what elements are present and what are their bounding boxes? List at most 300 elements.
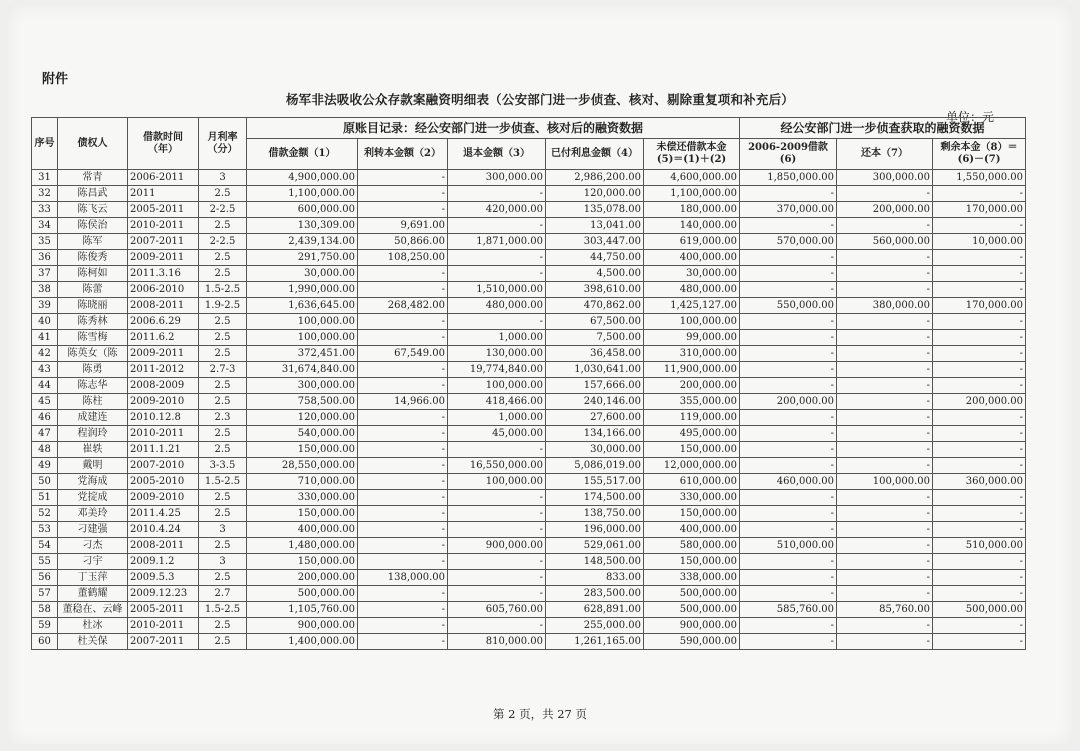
- loan-amount: 28,550,000.00: [247, 458, 358, 474]
- creditor-name: 陈晓丽: [58, 298, 128, 314]
- interest-paid: 4,500.00: [546, 266, 644, 282]
- creditor-name: 陈柱: [58, 394, 128, 410]
- monthly-rate: 2.5: [199, 266, 247, 282]
- remaining-principal: 200,000.00: [933, 394, 1026, 410]
- monthly-rate: 2.5: [199, 186, 247, 202]
- loan-period: 2006-2011: [128, 170, 199, 186]
- interest-paid: 157,666.00: [546, 378, 644, 394]
- interest-paid: 30,000.00: [546, 442, 644, 458]
- loans-2006-2009: -: [740, 442, 837, 458]
- interest-paid: 120,000.00: [546, 186, 644, 202]
- creditor-name: 陈侯治: [58, 218, 128, 234]
- repayment: 560,000.00: [837, 234, 933, 250]
- loans-2006-2009: -: [740, 314, 837, 330]
- interest-to-principal: -: [358, 442, 448, 458]
- row-seq: 47: [32, 426, 58, 442]
- table-row: [32, 282, 1026, 298]
- creditor-name: 杜冰: [58, 618, 128, 634]
- header-principal-refund: 退本金额（3）: [448, 139, 546, 170]
- interest-paid: 196,000.00: [546, 522, 644, 538]
- principal-refund: 420,000.00: [448, 202, 546, 218]
- loan-amount: 710,000.00: [247, 474, 358, 490]
- interest-to-principal: 9,691.00: [358, 218, 448, 234]
- monthly-rate: 1.5-2.5: [199, 474, 247, 490]
- principal-refund: -: [448, 522, 546, 538]
- table-row: [32, 426, 1026, 442]
- repayment: -: [837, 266, 933, 282]
- attachment-label: 附件: [42, 72, 69, 87]
- outstanding-principal: 355,000.00: [644, 394, 740, 410]
- loan-period: 2011-2012: [128, 362, 199, 378]
- loan-amount: 1,480,000.00: [247, 538, 358, 554]
- table-body: [32, 170, 1026, 650]
- loans-2006-2009: -: [740, 586, 837, 602]
- principal-refund: -: [448, 618, 546, 634]
- loan-amount: 200,000.00: [247, 570, 358, 586]
- outstanding-principal: 500,000.00: [644, 586, 740, 602]
- remaining-principal: -: [933, 314, 1026, 330]
- monthly-rate: 2.5: [199, 570, 247, 586]
- loan-period: 2010.12.8: [128, 410, 199, 426]
- monthly-rate: 2.5: [199, 442, 247, 458]
- row-seq: 37: [32, 266, 58, 282]
- loan-amount: 372,451.00: [247, 346, 358, 362]
- loan-period: 2011: [128, 186, 199, 202]
- row-seq: 36: [32, 250, 58, 266]
- loan-period: 2005-2010: [128, 474, 199, 490]
- table-row: [32, 506, 1026, 522]
- loan-amount: 291,750.00: [247, 250, 358, 266]
- interest-to-principal: -: [358, 522, 448, 538]
- outstanding-principal: 30,000.00: [644, 266, 740, 282]
- table-row: [32, 442, 1026, 458]
- loan-period: 2008-2011: [128, 298, 199, 314]
- principal-refund: 480,000.00: [448, 298, 546, 314]
- monthly-rate: 3-3.5: [199, 458, 247, 474]
- loan-amount: 300,000.00: [247, 378, 358, 394]
- remaining-principal: -: [933, 490, 1026, 506]
- row-seq: 35: [32, 234, 58, 250]
- remaining-principal: -: [933, 186, 1026, 202]
- row-seq: 52: [32, 506, 58, 522]
- loan-period: 2007-2011: [128, 234, 199, 250]
- remaining-principal: 500,000.00: [933, 602, 1026, 618]
- outstanding-principal: 500,000.00: [644, 602, 740, 618]
- loans-2006-2009: 1,850,000.00: [740, 170, 837, 186]
- outstanding-principal: 150,000.00: [644, 442, 740, 458]
- remaining-principal: 170,000.00: [933, 298, 1026, 314]
- principal-refund: 45,000.00: [448, 426, 546, 442]
- remaining-principal: -: [933, 266, 1026, 282]
- loan-amount: 600,000.00: [247, 202, 358, 218]
- outstanding-principal: 495,000.00: [644, 426, 740, 442]
- principal-refund: -: [448, 314, 546, 330]
- remaining-principal: 170,000.00: [933, 202, 1026, 218]
- monthly-rate: 2.5: [199, 634, 247, 650]
- repayment: -: [837, 282, 933, 298]
- interest-to-principal: -: [358, 634, 448, 650]
- creditor-name: 戴明: [58, 458, 128, 474]
- loan-period: 2009-2010: [128, 490, 199, 506]
- financing-table: [31, 117, 1026, 650]
- row-seq: 54: [32, 538, 58, 554]
- creditor-name: 杜关保: [58, 634, 128, 650]
- table-row: [32, 538, 1026, 554]
- outstanding-principal: 610,000.00: [644, 474, 740, 490]
- interest-to-principal: -: [358, 282, 448, 298]
- loans-2006-2009: -: [740, 570, 837, 586]
- table-row: [32, 602, 1026, 618]
- principal-refund: 100,000.00: [448, 378, 546, 394]
- monthly-rate: 2.5: [199, 490, 247, 506]
- loan-amount: 100,000.00: [247, 314, 358, 330]
- loan-amount: 330,000.00: [247, 490, 358, 506]
- remaining-principal: -: [933, 346, 1026, 362]
- interest-to-principal: 268,482.00: [358, 298, 448, 314]
- remaining-principal: -: [933, 442, 1026, 458]
- loan-period: 2006-2010: [128, 282, 199, 298]
- row-seq: 59: [32, 618, 58, 634]
- principal-refund: -: [448, 506, 546, 522]
- creditor-name: 党海成: [58, 474, 128, 490]
- loans-2006-2009: -: [740, 378, 837, 394]
- loan-amount: 758,500.00: [247, 394, 358, 410]
- repayment: -: [837, 634, 933, 650]
- header-repayment: 还本（7）: [837, 139, 933, 170]
- interest-paid: 7,500.00: [546, 330, 644, 346]
- principal-refund: -: [448, 250, 546, 266]
- row-seq: 51: [32, 490, 58, 506]
- row-seq: 33: [32, 202, 58, 218]
- loans-2006-2009: -: [740, 426, 837, 442]
- remaining-principal: -: [933, 634, 1026, 650]
- loan-period: 2011.6.2: [128, 330, 199, 346]
- interest-paid: 36,458.00: [546, 346, 644, 362]
- loans-2006-2009: -: [740, 634, 837, 650]
- remaining-principal: -: [933, 458, 1026, 474]
- loan-period: 2009-2011: [128, 346, 199, 362]
- outstanding-principal: 140,000.00: [644, 218, 740, 234]
- loan-amount: 540,000.00: [247, 426, 358, 442]
- interest-to-principal: -: [358, 602, 448, 618]
- interest-paid: 1,261,165.00: [546, 634, 644, 650]
- row-seq: 58: [32, 602, 58, 618]
- interest-to-principal: -: [358, 538, 448, 554]
- row-seq: 49: [32, 458, 58, 474]
- interest-paid: 529,061.00: [546, 538, 644, 554]
- table-row: [32, 410, 1026, 426]
- table-row: [32, 314, 1026, 330]
- repayment: -: [837, 426, 933, 442]
- principal-refund: 900,000.00: [448, 538, 546, 554]
- loan-amount: 150,000.00: [247, 506, 358, 522]
- loan-amount: 31,674,840.00: [247, 362, 358, 378]
- principal-refund: -: [448, 490, 546, 506]
- interest-to-principal: -: [358, 474, 448, 490]
- row-seq: 44: [32, 378, 58, 394]
- repayment: -: [837, 522, 933, 538]
- repayment: 100,000.00: [837, 474, 933, 490]
- monthly-rate: 2.5: [199, 506, 247, 522]
- principal-refund: -: [448, 570, 546, 586]
- table-row: [32, 618, 1026, 634]
- interest-to-principal: -: [358, 330, 448, 346]
- loan-period: 2008-2009: [128, 378, 199, 394]
- outstanding-principal: 590,000.00: [644, 634, 740, 650]
- loans-2006-2009: -: [740, 618, 837, 634]
- header-remaining-principal: 剩余本金（8）＝ (6)－(7): [933, 139, 1026, 170]
- interest-to-principal: -: [358, 314, 448, 330]
- remaining-principal: -: [933, 426, 1026, 442]
- row-seq: 46: [32, 410, 58, 426]
- loan-period: 2009.5.3: [128, 570, 199, 586]
- remaining-principal: -: [933, 282, 1026, 298]
- loan-period: 2010-2011: [128, 618, 199, 634]
- loans-2006-2009: 510,000.00: [740, 538, 837, 554]
- creditor-name: 陈柯如: [58, 266, 128, 282]
- outstanding-principal: 1,100,000.00: [644, 186, 740, 202]
- interest-paid: 240,146.00: [546, 394, 644, 410]
- interest-to-principal: -: [358, 266, 448, 282]
- remaining-principal: -: [933, 362, 1026, 378]
- row-seq: 53: [32, 522, 58, 538]
- repayment: -: [837, 458, 933, 474]
- row-seq: 39: [32, 298, 58, 314]
- loan-period: 2005-2011: [128, 202, 199, 218]
- monthly-rate: 2-2.5: [199, 202, 247, 218]
- monthly-rate: 2.5: [199, 394, 247, 410]
- loan-amount: 4,900,000.00: [247, 170, 358, 186]
- row-seq: 42: [32, 346, 58, 362]
- principal-refund: 130,000.00: [448, 346, 546, 362]
- interest-to-principal: -: [358, 618, 448, 634]
- outstanding-principal: 180,000.00: [644, 202, 740, 218]
- interest-paid: 134,166.00: [546, 426, 644, 442]
- repayment: -: [837, 618, 933, 634]
- loans-2006-2009: -: [740, 250, 837, 266]
- interest-paid: 44,750.00: [546, 250, 644, 266]
- principal-refund: 418,466.00: [448, 394, 546, 410]
- principal-refund: -: [448, 442, 546, 458]
- repayment: -: [837, 570, 933, 586]
- table-row: [32, 394, 1026, 410]
- loan-amount: 150,000.00: [247, 554, 358, 570]
- outstanding-principal: 310,000.00: [644, 346, 740, 362]
- interest-to-principal: -: [358, 458, 448, 474]
- remaining-principal: -: [933, 586, 1026, 602]
- header-outstanding-principal: 未偿还借款本金 (5)＝(1)＋(2): [644, 139, 740, 170]
- remaining-principal: -: [933, 378, 1026, 394]
- interest-to-principal: -: [358, 426, 448, 442]
- creditor-name: 常青: [58, 170, 128, 186]
- monthly-rate: 3: [199, 170, 247, 186]
- loans-2006-2009: -: [740, 282, 837, 298]
- interest-paid: 283,500.00: [546, 586, 644, 602]
- interest-paid: 255,000.00: [546, 618, 644, 634]
- remaining-principal: 360,000.00: [933, 474, 1026, 490]
- outstanding-principal: 338,000.00: [644, 570, 740, 586]
- monthly-rate: 2-2.5: [199, 234, 247, 250]
- loans-2006-2009: -: [740, 362, 837, 378]
- interest-to-principal: 14,966.00: [358, 394, 448, 410]
- creditor-name: 陈志华: [58, 378, 128, 394]
- outstanding-principal: 119,000.00: [644, 410, 740, 426]
- interest-paid: 2,986,200.00: [546, 170, 644, 186]
- loans-2006-2009: -: [740, 490, 837, 506]
- principal-refund: 1,510,000.00: [448, 282, 546, 298]
- loan-period: 2010-2011: [128, 218, 199, 234]
- header-rate: 月利率 （分）: [199, 118, 247, 170]
- table-row: [32, 586, 1026, 602]
- loan-amount: 150,000.00: [247, 442, 358, 458]
- creditor-name: 丁玉萍: [58, 570, 128, 586]
- principal-refund: 16,550,000.00: [448, 458, 546, 474]
- remaining-principal: -: [933, 618, 1026, 634]
- interest-paid: 5,086,019.00: [546, 458, 644, 474]
- outstanding-principal: 480,000.00: [644, 282, 740, 298]
- creditor-name: 陈英女（陈: [58, 346, 128, 362]
- header-group-original: 原账目记录：经公安部门进一步侦查、核对后的融资数据: [247, 118, 740, 139]
- remaining-principal: 1,550,000.00: [933, 170, 1026, 186]
- interest-paid: 27,600.00: [546, 410, 644, 426]
- loan-amount: 900,000.00: [247, 618, 358, 634]
- interest-to-principal: -: [358, 410, 448, 426]
- monthly-rate: 2.5: [199, 314, 247, 330]
- creditor-name: 陈俊秀: [58, 250, 128, 266]
- creditor-name: 陈昌武: [58, 186, 128, 202]
- monthly-rate: 2.5: [199, 618, 247, 634]
- creditor-name: 陈军: [58, 234, 128, 250]
- monthly-rate: 2.5: [199, 346, 247, 362]
- remaining-principal: -: [933, 570, 1026, 586]
- interest-to-principal: -: [358, 170, 448, 186]
- loans-2006-2009: 460,000.00: [740, 474, 837, 490]
- loan-period: 2009.12.23: [128, 586, 199, 602]
- monthly-rate: 1.5-2.5: [199, 602, 247, 618]
- loan-amount: 30,000.00: [247, 266, 358, 282]
- loan-amount: 500,000.00: [247, 586, 358, 602]
- repayment: -: [837, 490, 933, 506]
- unit-label: 单位：元: [945, 110, 994, 124]
- table-row: [32, 298, 1026, 314]
- outstanding-principal: 1,425,127.00: [644, 298, 740, 314]
- repayment: -: [837, 554, 933, 570]
- interest-paid: 628,891.00: [546, 602, 644, 618]
- loan-period: 2006.6.29: [128, 314, 199, 330]
- remaining-principal: -: [933, 218, 1026, 234]
- row-seq: 41: [32, 330, 58, 346]
- row-seq: 32: [32, 186, 58, 202]
- table-row: [32, 218, 1026, 234]
- interest-paid: 135,078.00: [546, 202, 644, 218]
- outstanding-principal: 99,000.00: [644, 330, 740, 346]
- loan-amount: 1,400,000.00: [247, 634, 358, 650]
- table-row: [32, 378, 1026, 394]
- outstanding-principal: 150,000.00: [644, 506, 740, 522]
- loan-amount: 1,990,000.00: [247, 282, 358, 298]
- loan-amount: 1,105,760.00: [247, 602, 358, 618]
- header-interest-paid: 已付利息金额（4）: [546, 139, 644, 170]
- principal-refund: -: [448, 266, 546, 282]
- monthly-rate: 2.5: [199, 426, 247, 442]
- repayment: -: [837, 586, 933, 602]
- loans-2006-2009: -: [740, 554, 837, 570]
- creditor-name: 陈秀林: [58, 314, 128, 330]
- principal-refund: 810,000.00: [448, 634, 546, 650]
- creditor-name: 陈雪梅: [58, 330, 128, 346]
- repayment: -: [837, 330, 933, 346]
- repayment: -: [837, 218, 933, 234]
- table-row: [32, 330, 1026, 346]
- row-seq: 31: [32, 170, 58, 186]
- row-seq: 40: [32, 314, 58, 330]
- monthly-rate: 2.3: [199, 410, 247, 426]
- interest-paid: 470,862.00: [546, 298, 644, 314]
- principal-refund: -: [448, 554, 546, 570]
- row-seq: 56: [32, 570, 58, 586]
- loan-period: 2008-2011: [128, 538, 199, 554]
- principal-refund: -: [448, 586, 546, 602]
- outstanding-principal: 400,000.00: [644, 522, 740, 538]
- principal-refund: 300,000.00: [448, 170, 546, 186]
- header-group-police: 经公安部门进一步侦查获取的融资数据: [740, 118, 1026, 139]
- principal-refund: 1,871,000.00: [448, 234, 546, 250]
- header-creditor: 债权人: [58, 118, 128, 170]
- loan-amount: 1,636,645.00: [247, 298, 358, 314]
- loan-period: 2005-2011: [128, 602, 199, 618]
- repayment: -: [837, 394, 933, 410]
- loans-2006-2009: -: [740, 458, 837, 474]
- creditor-name: 陈勇: [58, 362, 128, 378]
- repayment: -: [837, 346, 933, 362]
- header-loans-2006-2009: 2006-2009借款 (6): [740, 139, 837, 170]
- interest-paid: 303,447.00: [546, 234, 644, 250]
- repayment: 380,000.00: [837, 298, 933, 314]
- remaining-principal: -: [933, 554, 1026, 570]
- creditor-name: 党掟成: [58, 490, 128, 506]
- repayment: -: [837, 362, 933, 378]
- creditor-name: 崔轶: [58, 442, 128, 458]
- interest-to-principal: 50,866.00: [358, 234, 448, 250]
- interest-paid: 13,041.00: [546, 218, 644, 234]
- interest-to-principal: 67,549.00: [358, 346, 448, 362]
- creditor-name: 董鹤耀: [58, 586, 128, 602]
- creditor-name: 董稳在、云峰: [58, 602, 128, 618]
- principal-refund: 1,000.00: [448, 410, 546, 426]
- row-seq: 38: [32, 282, 58, 298]
- row-seq: 34: [32, 218, 58, 234]
- header-seq: 序号: [32, 118, 58, 170]
- table-header: [32, 118, 1026, 170]
- loan-period: 2009.1.2: [128, 554, 199, 570]
- table-row: [32, 170, 1026, 186]
- outstanding-principal: 4,600,000.00: [644, 170, 740, 186]
- table-row: [32, 490, 1026, 506]
- remaining-principal: -: [933, 506, 1026, 522]
- loan-period: 2009-2011: [128, 250, 199, 266]
- loan-period: 2011.1.21: [128, 442, 199, 458]
- row-seq: 57: [32, 586, 58, 602]
- principal-refund: 1,000.00: [448, 330, 546, 346]
- repayment: -: [837, 186, 933, 202]
- table-row: [32, 634, 1026, 650]
- loan-amount: 120,000.00: [247, 410, 358, 426]
- principal-refund: 605,760.00: [448, 602, 546, 618]
- outstanding-principal: 11,900,000.00: [644, 362, 740, 378]
- creditor-name: 程润玲: [58, 426, 128, 442]
- creditor-name: 邓美玲: [58, 506, 128, 522]
- principal-refund: -: [448, 186, 546, 202]
